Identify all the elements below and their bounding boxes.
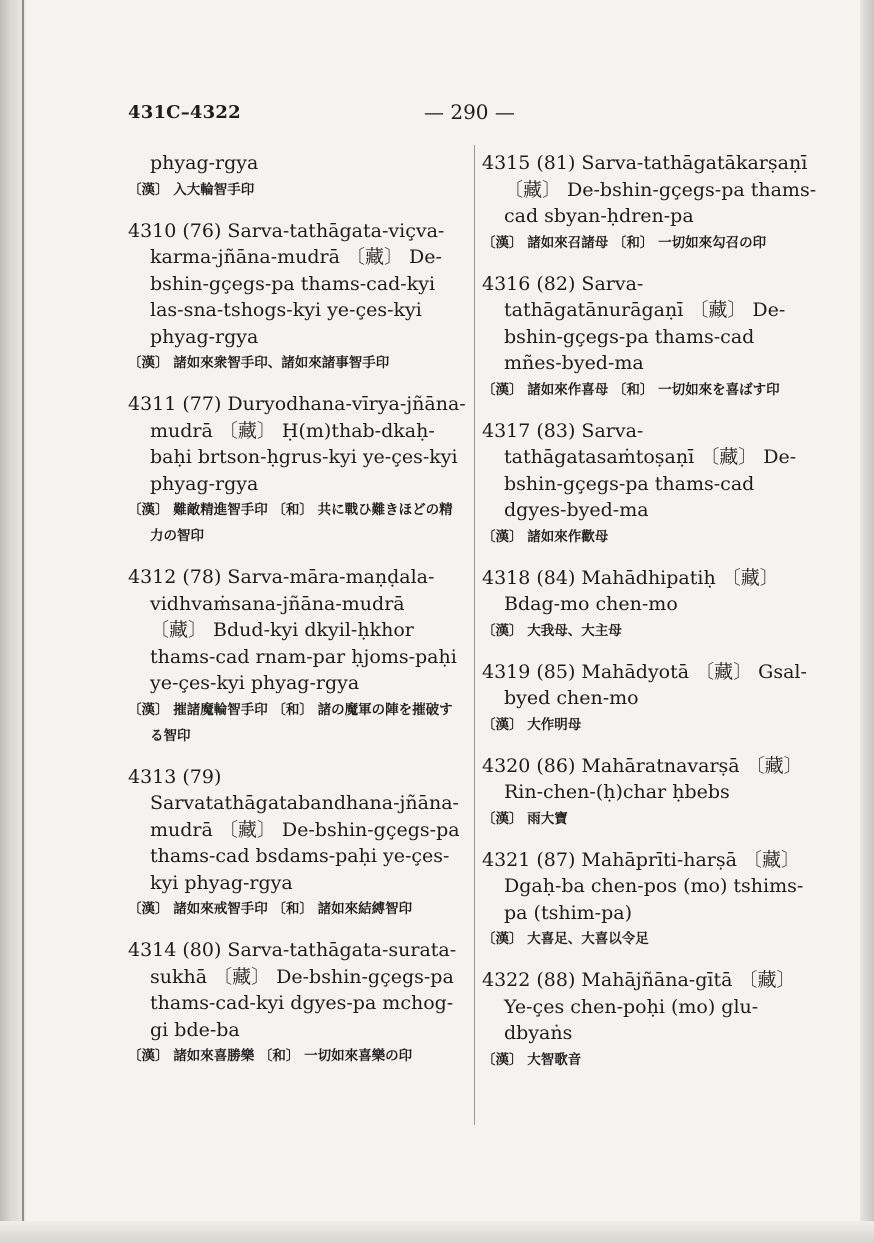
entry-text: 4311 (77) Duryodhana-vīrya-jñāna-mudrā 〔藏〕 Ḥ(m)thab-dkaḥ-baḥi brtson-ḥgrus-kyi ye-çes-kyi phyag-rgya: [128, 393, 466, 495]
scan-edge-bottom: [0, 1221, 874, 1243]
right-column: [482, 150, 818, 1088]
entry-gloss: 〔漢〕 雨大寶: [482, 810, 568, 827]
dictionary-entry: [128, 764, 466, 923]
entry-text: 4321 (87) Mahāprīti-harṣā 〔藏〕 Dgaḥ-ba chen-pos (mo) tshims-pa (tshim-pa): [482, 848, 804, 924]
dictionary-entry: [482, 753, 818, 832]
entry-text: 4315 (81) Sarva-tathāgatākarṣaṇī 〔藏〕 De-bshin-gçegs-pa thams-cad sbyan-ḥdren-pa: [482, 152, 817, 227]
dictionary-entry: [128, 218, 466, 377]
dictionary-entry: [482, 659, 818, 738]
dictionary-entry: [482, 847, 818, 953]
entry-gloss: 〔漢〕 摧諸魔輪智手印 〔和〕 諸の魔軍の陣を摧破する智印: [128, 701, 453, 744]
entry-text: 4312 (78) Sarva-māra-maṇḍala-vidhvaṁsana-jñāna-mudrā 〔藏〕 Bdud-kyi dkyil-ḥkhor thams-cad rnam-par ḥjoms-paḥi ye-çes-kyi phyag-rgya: [128, 566, 457, 694]
entry-text: 4319 (85) Mahādyotā 〔藏〕 Gsal-byed chen-mo: [482, 660, 807, 709]
entry-text: 4322 (88) Mahājñāna-gītā 〔藏〕 Ye-çes chen-poḥi (mo) glu-dbyaṅs: [482, 969, 796, 1044]
entry-gloss: 〔漢〕 諸如來作喜母 〔和〕 一切如來を喜ばす印: [482, 381, 780, 398]
entry-text: 4316 (82) Sarva-tathāgatānurāgaṇī 〔藏〕 De-bshin-gçegs-pa thams-cad mñes-byed-ma: [482, 272, 786, 374]
entry-text: 4314 (80) Sarva-tathāgata-surata-sukhā 〔藏〕 De-bshin-gçegs-pa thams-cad-kyi dgyes-pa mchog-gi bde-ba: [128, 939, 457, 1041]
entry-range-header: 431C–4322: [128, 102, 241, 123]
dictionary-entry: [482, 418, 818, 550]
dictionary-entry: [482, 565, 818, 644]
dictionary-entry: [128, 391, 466, 549]
entry-text: 4320 (86) Mahāratnavarṣā 〔藏〕 Rin-chen-(ḥ)char ḥbebs: [482, 754, 803, 803]
entry-gloss: 〔漢〕 入大輪智手印: [128, 181, 255, 198]
scan-edge-right: [860, 0, 874, 1243]
entry-gloss: 〔漢〕 大喜足、大喜以令足: [482, 931, 649, 947]
entry-text: 4313 (79) Sarvatathāgatabandhana-jñāna-mudrā 〔藏〕 De-bshin-gçegs-pa thams-cad bsdams-paḥi ye-çes-kyi phyag-rgya: [128, 765, 460, 894]
scan-binding-line: [22, 0, 24, 1243]
entry-text: 4317 (83) Sarva-tathāgatasaṁtoṣaṇī 〔藏〕 De-bshin-gçegs-pa thams-cad dgyes-byed-ma: [482, 419, 797, 521]
entry-gloss: 〔漢〕 諸如來戒智手印 〔和〕 諸如來結縛智印: [128, 901, 413, 917]
page-number: — 290 —: [424, 100, 515, 124]
dictionary-entry: [482, 150, 818, 256]
left-column: [128, 150, 466, 1084]
entry-gloss: 〔漢〕 大我母、大主母: [482, 622, 622, 639]
entry-gloss: 〔漢〕 難敵精進智手印 〔和〕 共に戰ひ難きほどの精力の智印: [128, 502, 453, 544]
column-divider: [474, 145, 475, 1125]
dictionary-entry: [482, 967, 818, 1073]
entry-gloss: 〔漢〕 大作明母: [482, 716, 582, 733]
dictionary-entry: [128, 937, 466, 1069]
entry-text: phyag-rgya: [150, 152, 259, 174]
entry-gloss: 〔漢〕 諸如來召諸母 〔和〕 一切如來勾召の印: [482, 234, 767, 251]
entry-gloss: 〔漢〕 諸如來作歡母: [482, 528, 609, 545]
dictionary-entry: [128, 564, 466, 749]
entry-gloss: 〔漢〕 大智歌音: [482, 1051, 582, 1068]
continued-entry: [128, 150, 466, 203]
entry-gloss: 〔漢〕 諸如來喜勝樂 〔和〕 一切如來喜樂の印: [128, 1048, 413, 1064]
entry-text: 4310 (76) Sarva-tathāgata-viçva-karma-jñāna-mudrā 〔藏〕 De-bshin-gçegs-pa thams-cad-kyi las-sna-tshogs-kyi ye-çes-kyi phyag-rgya: [128, 219, 445, 348]
entry-text: 4318 (84) Mahādhipatiḥ 〔藏〕 Bdag-mo chen-mo: [482, 566, 779, 615]
dictionary-entry: [482, 271, 818, 403]
entry-gloss: 〔漢〕 諸如來衆智手印、諸如來諸事智手印: [128, 355, 390, 371]
